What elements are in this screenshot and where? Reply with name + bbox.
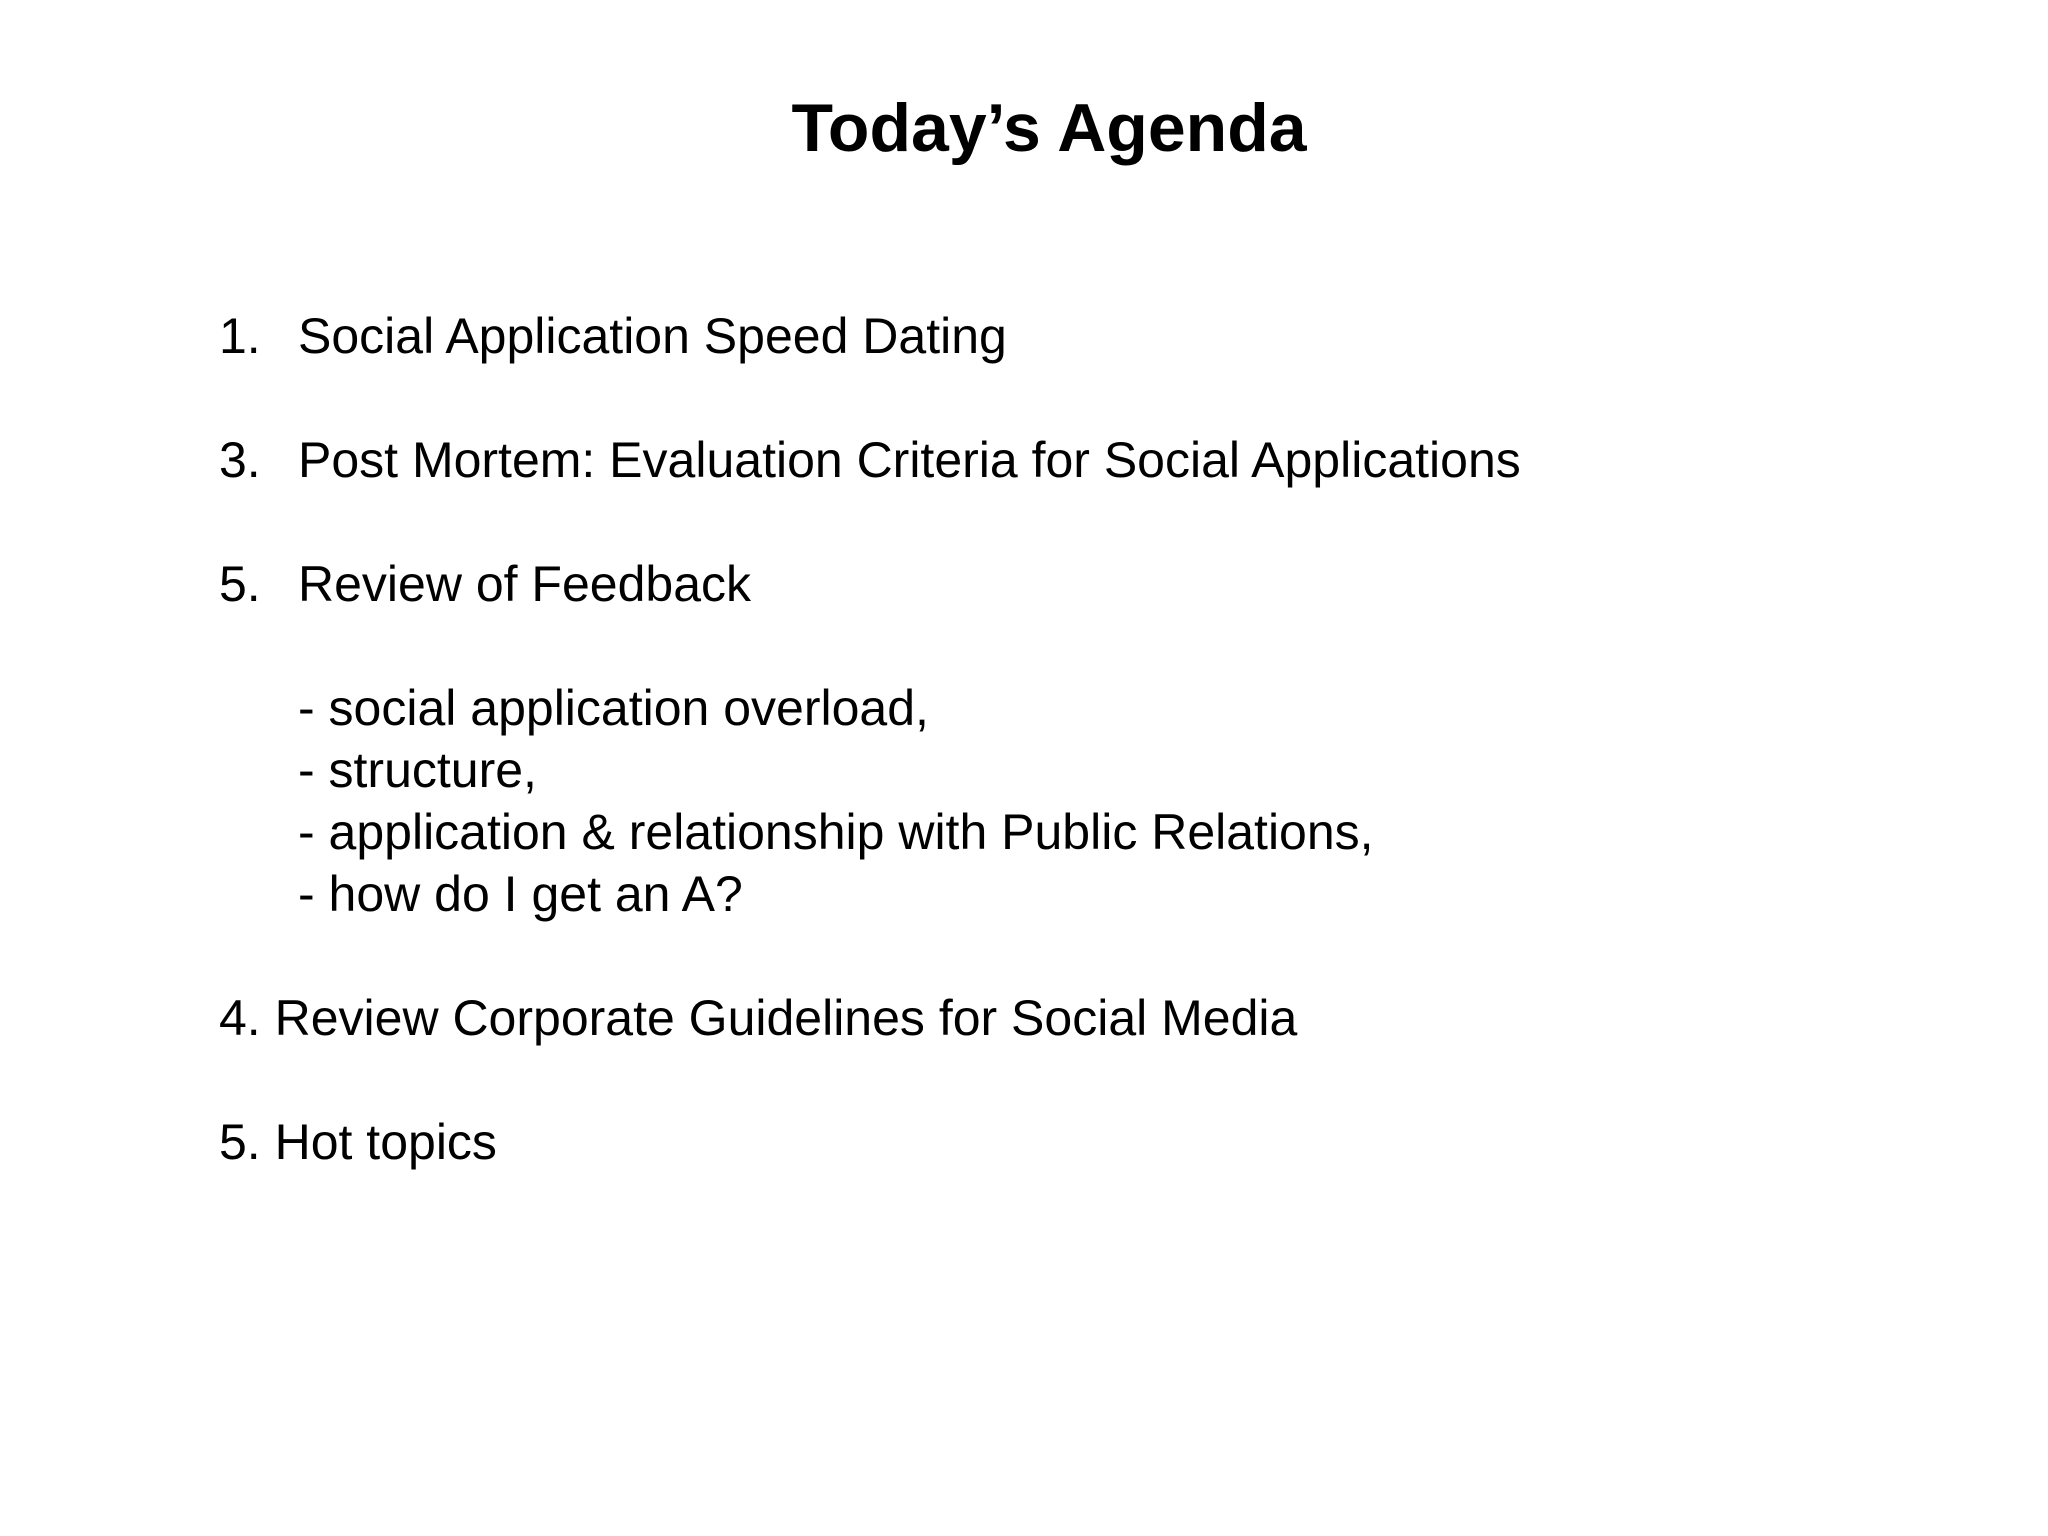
feedback-sub-item: - application & relationship with Public Relations, (298, 804, 1374, 860)
agenda-item-number: 3. (219, 432, 261, 488)
agenda-item-number: 1. (219, 308, 261, 364)
agenda-item (219, 429, 1521, 491)
agenda-item (219, 305, 1007, 367)
agenda-item-text: Post Mortem: Evaluation Criteria for Social Applications (298, 432, 1521, 488)
slide-title: Today’s Agenda (791, 90, 1307, 166)
agenda-item-text: Hot topics (274, 1114, 497, 1170)
agenda-item (219, 1111, 497, 1173)
agenda-item-number: 4. (219, 990, 261, 1046)
agenda-item (219, 987, 1297, 1049)
feedback-sub-item: - structure, (298, 742, 537, 798)
agenda-item (219, 553, 751, 615)
agenda-item-text: Social Application Speed Dating (298, 308, 1007, 364)
feedback-sub-item: - how do I get an A? (298, 866, 743, 922)
agenda-item-text: Review Corporate Guidelines for Social Media (274, 990, 1298, 1046)
agenda-item-number: 5. (219, 1114, 261, 1170)
agenda-item-number: 5. (219, 556, 261, 612)
agenda-item-text: Review of Feedback (298, 556, 752, 612)
feedback-sub-item: - social application overload, (298, 680, 929, 736)
